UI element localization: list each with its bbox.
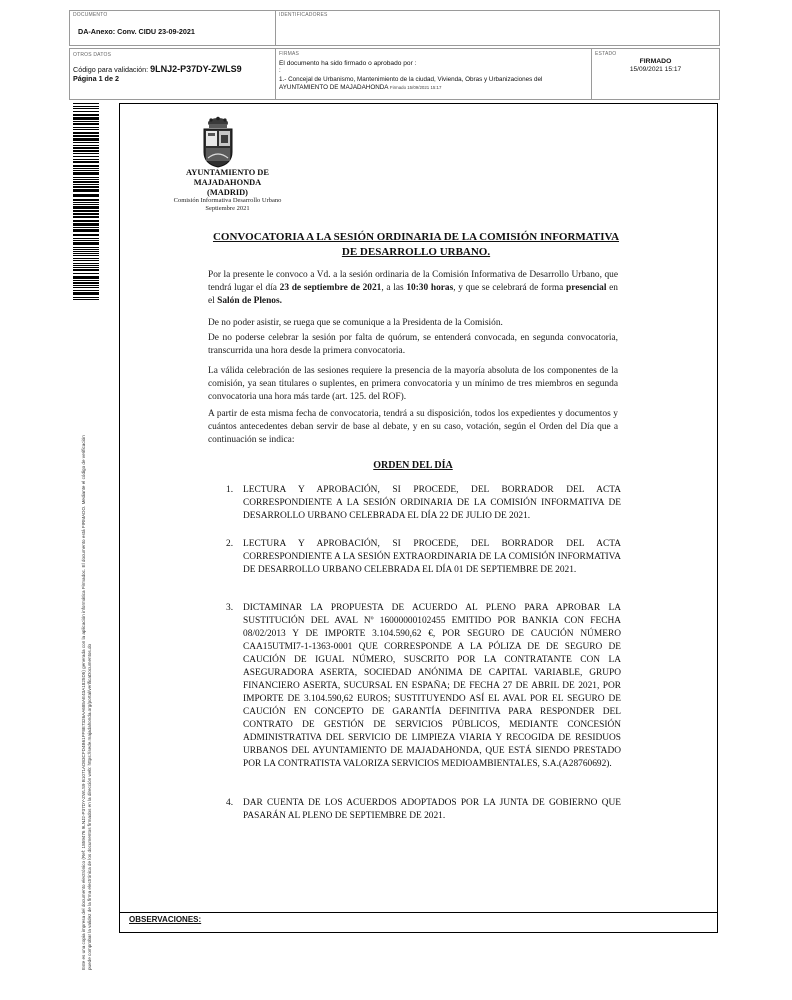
estado-value: FIRMADO [639,58,672,65]
header-documento-box [69,10,276,46]
firmas-intro: El documento ha sido firmado o aprobado por : [279,60,417,67]
barcode-bar [73,216,99,218]
barcode-bar [73,170,99,171]
side-text-line-2: puede comprobar la validez de la firma electrónica de los documentos firmados en la dirección web: https://sede.majadahonda.org/portal/verificaDocumentos.do [87,643,93,970]
barcode-bar [73,263,99,264]
barcode-bar [73,260,99,261]
codigo-label: Código para validación: [73,65,149,74]
letterhead-line-1: AYUNTAMIENTO DE [186,168,269,177]
letterhead-subtitle [150,197,305,213]
item-text: DAR CUENTA DE LOS ACUERDOS ADOPTADOS POR LA JUNTA DE GOBIERNO QUE PASARÁN AL PLENO DE SEPTIEMBRE DE 2021. [243,798,621,821]
barcode-bar [73,127,99,128]
barcode-bar [73,234,99,236]
barcode-bar [73,258,99,259]
otros-datos-label: OTROS DATOS [73,52,112,58]
paragraph-quorum: De no poderse celebrar la sesión por falta de quórum, se entenderá convocada, en segunda convocatoria, transcurrida una hora desde la primera convocatoria. [208,333,618,356]
barcode-bar [73,123,99,125]
barcode-bar [73,238,99,239]
barcode-bar [73,106,99,107]
barcode-bar [73,255,99,256]
firmante: 1.- Concejal de Urbanismo, Mantenimiento de la ciudad, Vivienda, Obras y Urbanizaciones del [279,76,543,83]
letterhead-line-5: Septiembre 2021 [205,205,250,212]
barcode-bar [73,247,99,248]
barcode-bar [73,159,99,160]
barcode-bar [73,142,99,143]
title-line-2: DE DESARROLLO URBANO. [341,246,491,258]
barcode-bar [73,265,99,266]
letterhead-line-3: (MADRID) [207,188,248,197]
estado-fecha: 15/09/2021 15:17 [629,66,682,73]
p1-place: Salón de Plenos. [217,296,282,306]
barcode-bar [73,206,99,209]
barcode-bar [73,210,99,212]
barcode-bar [73,177,99,178]
documento-label: DOCUMENTO [73,12,108,18]
barcode-bar [73,242,99,245]
barcode-bar [73,165,99,167]
barcode-bar [73,240,99,241]
firmas-separator: : [279,68,281,74]
item-text: LECTURA Y APROBACIÓN, SI PROCEDE, DEL BORRADOR DEL ACTA CORRESPONDIENTE A LA SESIÓN EXTRAORDINARIA DE LA COMISIÓN INFORMATIVA DE DESARROLLO URBANO CELEBRADA EL DÍA 01 DE SEPTIEMBRE DE 2021. [243,539,621,575]
item-number: 4. [226,798,234,808]
barcode-bar [73,145,99,146]
barcode-bar [73,147,99,149]
barcode-bar [73,202,99,203]
estado-label: ESTADO [595,51,617,57]
barcode-bar [73,227,99,228]
barcode-bar [73,204,99,205]
barcode-bar [73,199,99,201]
barcode-bar [73,179,99,180]
list-item [226,602,621,771]
barcode-bar [73,138,99,141]
firmante-entidad: AYUNTAMIENTO DE MAJADAHONDA [279,84,389,91]
observaciones-divider [120,912,717,913]
letterhead-line-2: MAJADAHONDA [193,178,262,187]
barcode-bar [73,121,99,122]
barcode-bar [73,172,99,175]
document-title [196,230,636,260]
barcode-bar [73,168,99,169]
barcode-bar [73,249,99,250]
barcode-bar [73,114,99,116]
barcode-bar [73,267,99,268]
barcode-bar [73,135,99,137]
item-number: 1. [226,485,234,495]
barcode-bar [73,213,99,215]
barcode-bar [73,150,99,152]
side-verification-text [81,270,93,970]
barcode-bar [73,253,99,254]
page-number: Página 1 de 2 [73,74,119,83]
side-text-line-1: Este es una copia impresa del documento electrónico (Ref: 1859476 9LNJ2-P37DY-ZWLS9 B1071AD83CFD4B61FF8E7326AA685AE43A1825D5) generada con la aplicación informática Firmadoc. El documento está FIRMADO. Mediante el código de verificación [81,435,86,970]
item-number: 3. [226,603,234,613]
list-item [226,484,621,523]
p1-text-a: Por la presente le convoco a Vd. a la sesión ordinaria de la Comisión Informativa de Desarrollo Urbano, que tendrá lugar el día [208,270,618,293]
barcode-bar [73,189,99,192]
firmante-entidad-line [279,84,441,91]
p1-mode: presencial [566,283,607,293]
barcode-bar [73,103,99,104]
paragraph-convocatoria [208,269,618,308]
header-firmas-box [275,48,592,100]
header-identificadores-box [275,10,720,46]
paragraph-asistencia: De no poder asistir, se ruega que se comunique a la Presidenta de la Comisión. [208,318,503,328]
barcode-bar [73,129,99,130]
barcode-bar [73,229,99,232]
p1-text-b: , a las [381,283,407,293]
list-item [226,538,621,577]
barcode-bar [73,153,99,154]
title-line-1: CONVOCATORIA A LA SESIÓN ORDINARIA DE LA COMISIÓN INFORMATIVA [212,231,620,243]
barcode-bar [73,184,99,185]
barcode-bar [73,117,99,120]
barcode-bar [73,194,99,197]
barcode-bar [73,132,99,134]
barcode-bar [73,108,99,109]
documento-value: DA-Anexo: Conv. CIDU 23-09-2021 [78,27,195,36]
p1-text-c: , y que se celebrará de forma [453,283,566,293]
barcode-bar [73,186,99,188]
codigo-validacion [73,64,242,74]
coat-of-arms-icon [199,116,237,168]
barcode-bar [73,220,99,222]
barcode-bar [73,251,99,252]
header-estado-box [591,48,720,100]
p1-text-d: en el [208,283,618,306]
p1-date: 23 de septiembre de 2021 [279,283,382,293]
p1-time: 10:30 horas [406,283,454,293]
header-otros-datos-box [69,48,276,100]
paragraph-validez: La válida celebración de las sesiones requiere la presencia de la mayoría absoluta de los componentes de la comisión, ya sean titulares o suplentes, en primera convocatoria y un mínimo de tres miembros en segunda convocatoria una hora más tarde (art. 125. del ROF). [208,366,618,402]
item-number: 2. [226,539,234,549]
firmas-label: FIRMAS [279,51,300,57]
letterhead-title [150,168,305,198]
barcode-bar [73,156,99,157]
barcode-bar [73,223,99,226]
letterhead-line-4: Comisión Informativa Desarrollo Urbano [173,197,282,204]
barcode-bar [73,161,99,163]
codigo-value: 9LNJ2-P37DY-ZWLS9 [150,64,242,74]
orden-del-dia-title: ORDEN DEL DÍA [373,460,453,471]
list-item [226,797,621,823]
barcode-bar [73,181,99,183]
firmante-fecha: Firmado 15/09/2021 15:17 [389,85,442,90]
identificadores-label: IDENTIFICADORES [279,12,328,18]
item-text: DICTAMINAR LA PROPUESTA DE ACUERDO AL PLENO PARA APROBAR LA SUSTITUCIÓN DEL AVAL Nº 16000000102455 EMITIDO POR BANKIA CON FECHA 08/02/2013 Y DE IMPORTE 3.104.590,62 €, POR SEGURO DE CAUCIÓN NÚMERO CAA15UTMI7-1-1363-0001 QUE CORRESPONDE A LA PÓLIZA DE DE SEGURO DE CAUCIÓN DE IGUAL NÚMERO, SUSCRITO POR LA CONTRATANTE CON LA ASEGURADORA ASERTA, SOCIEDAD ANÓNIMA DE CAPITAL VARIABLE, GRUPO FINANCIERO ASERTA, SUCURSAL EN ESPAÑA; DE FECHA 27 DE ABRIL DE 2021, POR IMPORTE DE 3.104.590,62 EUROS; SUSTITUYENDO ASÍ EL AVAL POR EL SEGURO DE CAUCIÓN EN CONCEPTO DE GARANTÍA DEFINITIVA PARA RESPONDER DEL CONTRATO DE GESTIÓN DE SERVICIOS PÚBLICOS, MEDIANTE CONCESIÓN ADMINISTRATIVA DEL SERVICIO DE LIMPIEZA VIARIA Y RECOGIDA DE RESIDUOS URBANOS DEL AYUNTAMIENTO DE MAJADAHONDA, QUE ESTÁ SIENDO PRESTADO POR LA CONTRATISTA VALORIZA SERVICIOS MEDIOAMBIENTALES, S.A.(A28760692). [243,603,621,769]
paragraph-expedientes: A partir de esta misma fecha de convocatoria, tendrá a su disposición, todos los expedientes y documentos y cuántos antecedentes deban servir de base al debate, y en su caso, votación, según el Orden del Día que a continuación se indica: [208,409,618,445]
barcode-bar [73,111,99,112]
item-text: LECTURA Y APROBACIÓN, SI PROCEDE, DEL BORRADOR DEL ACTA CORRESPONDIENTE A LA SESIÓN ORDINARIA DE LA COMISIÓN INFORMATIVA DE DESARROLLO URBANO CELEBRADA EL DÍA 22 DE JULIO DE 2021. [243,485,621,521]
observaciones-label: OBSERVACIONES: [129,915,202,924]
